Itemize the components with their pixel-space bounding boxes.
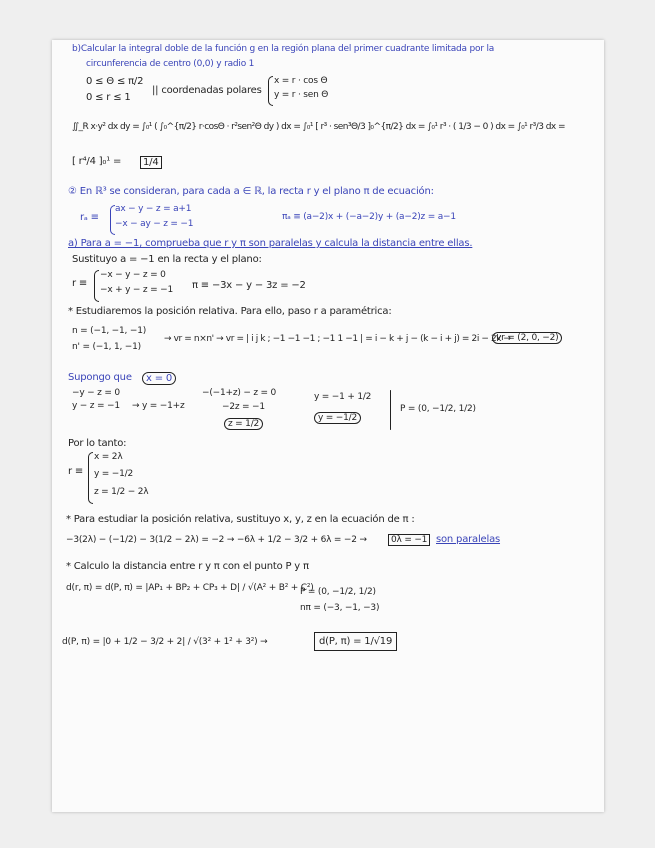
distance-formula: d(r, π) = d(P, π) = |AP₁ + BP₂ + CP₃ + D| / √(A² + B² + C²) (66, 583, 314, 593)
line-eq2: −x − ay − z = −1 (115, 219, 194, 229)
point-p-repeat: P = (0, −1/2, 1/2) (300, 587, 376, 597)
notebook-page (52, 40, 604, 812)
system-brace (268, 76, 273, 106)
result-box: 1/4 (140, 156, 162, 169)
param-x: x = 2λ (94, 452, 123, 462)
substitute-note: Sustituyo a = −1 en la recta y el plano: (72, 254, 262, 265)
suppose-label: Supongo que (68, 372, 132, 383)
distance-result: d(P, π) = 1/√19 (314, 632, 397, 651)
line-sub-label: r ≡ (72, 278, 88, 289)
plane-normal: nπ = (−3, −1, −3) (300, 603, 380, 613)
problem2-header: ② En ℝ³ se consideran, para cada a ∈ ℝ, la recta r y el plano π de ecuación: (68, 186, 434, 197)
integral-final-step: [ r⁴/4 ]₀¹ = (72, 156, 122, 167)
part-a-statement: a) Para a = −1, comprueba que r y π son paralelas y calcula la distancia entre ellas. (68, 238, 473, 249)
param-z: z = 1/2 − 2λ (94, 487, 149, 497)
point-p: P = (0, −1/2, 1/2) (400, 404, 476, 414)
y-step: y = −1 + 1/2 (314, 392, 372, 402)
problem1-header: b)Calcular la integral doble de la función g en la región plana del primer cuadrante limitada por la (72, 44, 495, 54)
polar-x: x = r · cos Θ (274, 76, 328, 86)
z-value: z = 1/2 (224, 418, 263, 430)
therefore-label: Por lo tanto: (68, 438, 127, 449)
eq-step-5: −2z = −1 (222, 402, 265, 412)
param-brace (88, 452, 93, 504)
y-value: y = −1/2 (314, 412, 361, 424)
substitution-calc: −3(2λ) − (−1/2) − 3(1/2 − 2λ) = −2 → −6λ + 1/2 − 3/2 + 6λ = −2 → (66, 535, 367, 545)
line-sub-eq2: −x + y − z = −1 (100, 285, 173, 295)
problem1-header-cont: circunferencia de centro (0,0) y radio 1 (86, 59, 255, 69)
polar-label: || coordenadas polares (152, 85, 262, 96)
parallel-conclusion: son paralelas (436, 534, 501, 545)
normal-vector-1: n = (−1, −1, −1) (72, 326, 147, 336)
plane-sub-eq: π ≡ −3x − y − 3z = −2 (192, 280, 306, 291)
zero-lambda: 0λ = −1 (388, 534, 430, 546)
double-integral: ∬_R x·y² dx dy = ∫₀¹ ( ∫₀^{π/2} r·cosΘ · r²sen²Θ dy ) dx = ∫₀¹ [ r³ · sen³Θ/3 ]₀^{π/2} dx = ∫₀¹ r³ · ( 1/3 − 0 ) dx = ∫₀¹ r³/3 dx = (72, 122, 565, 132)
x-zero: x = 0 (142, 372, 176, 385)
angle-limits: 0 ≤ Θ ≤ π/2 (86, 76, 144, 87)
relative-position-note: * Estudiaremos la posición relativa. Para ello, paso r a paramétrica: (68, 306, 392, 317)
eq-step-3: → y = −1+z (132, 401, 185, 411)
line-sub-eq1: −x − y − z = 0 (100, 270, 166, 280)
eq-step-2: y − z = −1 (72, 401, 120, 411)
eq-step-1: −y − z = 0 (72, 388, 120, 398)
param-label: r ≡ (68, 466, 84, 477)
cross-product: → vr = n×n' → vr = | i j k ; −1 −1 −1 ; −1 1 −1 | = i − k + j − (k − i + j) = 2i − 2k → (164, 334, 511, 344)
radius-limits: 0 ≤ r ≤ 1 (86, 92, 131, 103)
plane-eq: πₐ ≡ (a−2)x + (−a−2)y + (a−2)z = a−1 (282, 212, 456, 222)
point-brace (390, 390, 391, 430)
eq-step-4: −(−1+z) − z = 0 (202, 388, 277, 398)
polar-y: y = r · sen Θ (274, 90, 329, 100)
line-eq1: ax − y − z = a+1 (115, 204, 192, 214)
relative-position-2: * Para estudiar la posición relativa, sustituyo x, y, z en la ecuación de π : (66, 514, 415, 525)
distance-heading: * Calculo la distancia entre r y π con el punto P y π (66, 561, 309, 572)
line-sub-brace (94, 270, 99, 302)
normal-vector-2: n' = (−1, 1, −1) (72, 342, 141, 352)
distance-calc: d(P, π) = |0 + 1/2 − 3/2 + 2| / √(3² + 1² + 3²) → (62, 637, 268, 647)
direction-vector: vr = (2, 0, −2) (492, 332, 562, 344)
line-label: rₐ ≡ (80, 212, 99, 223)
param-y: y = −1/2 (94, 469, 134, 479)
